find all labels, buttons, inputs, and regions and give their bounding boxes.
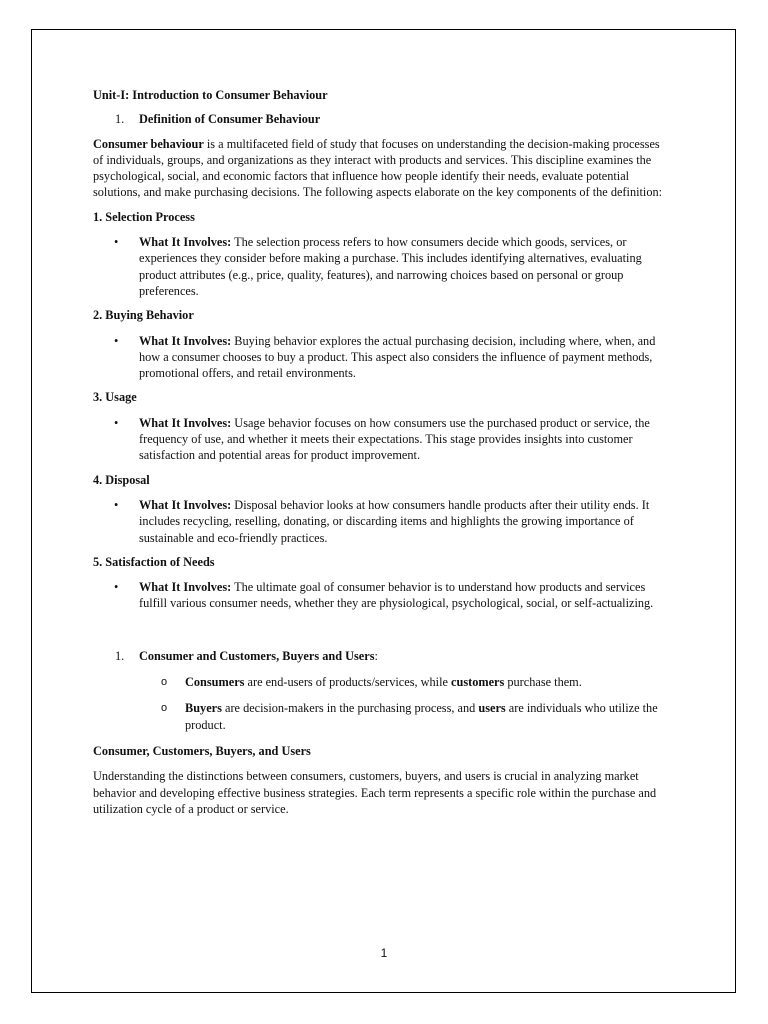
bullet-text: The selection process refers to how consumers decide which goods, services, or experiences they consider before making a purchase. This includes identifying alternatives, evaluating product attributes (e.g., price, quality, features), and narrowing choices based on personal or group preferences. [139, 235, 642, 298]
heading-label: Consumer and Customers, Buyers and Users [139, 648, 375, 663]
bullet-dot: • [114, 415, 119, 430]
sub-bullet-text: are individuals who utilize the product. [185, 701, 658, 732]
spacer [93, 620, 673, 648]
sub-bullet-buyers [93, 700, 673, 733]
term-buyers: Buyers [185, 701, 222, 716]
term-users: users [478, 701, 506, 716]
bullet-dot: • [114, 235, 119, 250]
definition-heading [93, 111, 673, 127]
bullet-lead: What It Involves: [139, 235, 232, 250]
bullet-buying [93, 333, 673, 382]
bullet-lead: What It Involves: [139, 497, 232, 512]
subheading: Consumer, Customers, Buyers, and Users [93, 743, 311, 758]
bullet-text: Usage behavior focuses on how consumers use the purchased product or service, the frequency of use, and whether it meets their expectations. This stage provides insights into customer satisfaction and potential areas for product improvement. [139, 415, 650, 463]
heading-number: 1. [115, 648, 125, 663]
bullet-lead: What It Involves: [139, 333, 232, 348]
heading-suffix: : [374, 648, 378, 663]
intro-paragraph [93, 136, 673, 201]
term-consumers: Consumers [185, 675, 245, 690]
sub-bullet-text: are end-users of products/services, while [244, 675, 452, 690]
section-heading-selection: 1. Selection Process [93, 209, 195, 224]
bullet-dot: • [114, 497, 119, 512]
bullet-text: Disposal behavior looks at how consumers handle products after their utility ends. It includes recycling, reselling, donating, or discarding items and highlights the growing importance of sustainable and eco-friendly practices. [139, 497, 650, 545]
sub-bullet-marker: o [161, 702, 168, 715]
bullet-dot: • [114, 333, 119, 348]
section-heading-usage: 3. Usage [93, 390, 137, 405]
bullet-text: Buying behavior explores the actual purchasing decision, including where, when, and how a consumer chooses to buy a product. This aspect also considers the influence of payment methods, promotional offers, and retail environments. [139, 333, 656, 381]
heading-number: 1. [115, 112, 125, 127]
document-body [93, 87, 673, 825]
sub-bullet-text: are decision-makers in the purchasing process, and [221, 701, 479, 716]
sub-bullet-marker: o [161, 676, 168, 689]
bullet-text: The ultimate goal of consumer behavior is to understand how products and services fulfill various consumer needs, whether they are physiological, psychological, social, or self-actualizing. [139, 580, 654, 611]
unit-title: Unit-I: Introduction to Consumer Behaviour [93, 88, 328, 102]
consumers-heading [93, 648, 673, 664]
section-heading-satisfaction: 5. Satisfaction of Needs [93, 554, 215, 569]
sub-bullet-consumers [93, 674, 673, 690]
sub-bullet-text: purchase them. [504, 675, 582, 690]
page-number: 1 [380, 946, 388, 960]
intro-bold-term: Consumer behaviour [93, 136, 204, 151]
bullet-usage [93, 415, 673, 464]
section-heading-disposal: 4. Disposal [93, 472, 150, 487]
bullet-lead: What It Involves: [139, 580, 232, 595]
term-customers: customers [451, 675, 505, 690]
bullet-selection [93, 234, 673, 299]
closing-paragraph: Understanding the distinctions between consumers, customers, buyers, and users is crucial in analyzing market behavior and developing effective business strategies. Each term represents a specific role within the purchase and utilization cycle of a product or service. [93, 769, 657, 816]
section-heading-buying: 2. Buying Behavior [93, 308, 194, 323]
bullet-disposal [93, 497, 673, 546]
bullet-lead: What It Involves: [139, 415, 232, 430]
bullet-satisfaction [93, 579, 673, 612]
bullet-dot: • [114, 580, 119, 595]
intro-text: is a multifaceted field of study that focuses on understanding the decision-making processes of individuals, groups, and organizations as they interact with products and services. This discipline examines the psychological, social, and economic factors that influence how people identify their needs, evaluate potential solutions, and make purchasing decisions. The following aspects elaborate on the key components of the definition: [93, 136, 663, 200]
heading-label: Definition of Consumer Behaviour [139, 112, 321, 127]
